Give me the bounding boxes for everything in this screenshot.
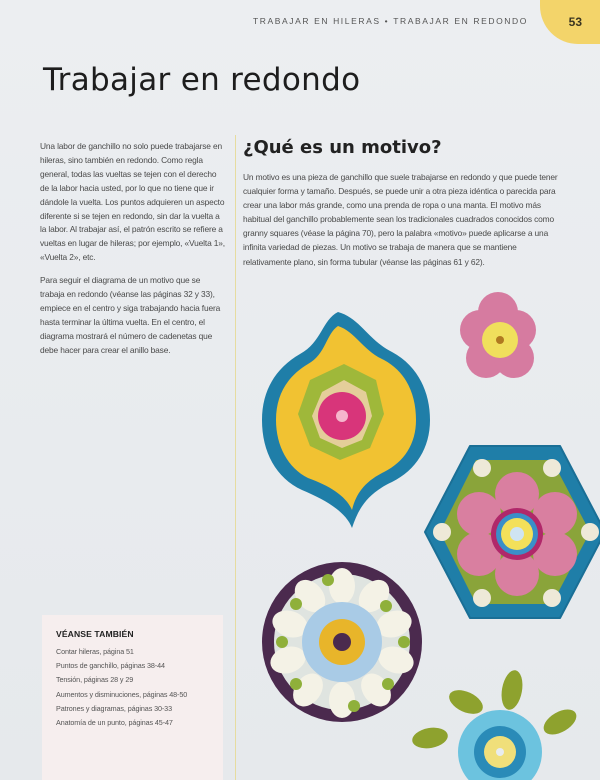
see-also-item: Anatomía de un punto, páginas 45-47 [56, 718, 173, 728]
running-head-right: TRABAJAR EN REDONDO [393, 16, 528, 26]
section-title: ¿Qué es un motivo? [243, 137, 442, 158]
page-number: 53 [568, 15, 582, 29]
see-also-box [42, 615, 223, 780]
hexagon-flower-motif [425, 446, 600, 618]
running-head [253, 16, 528, 26]
see-also-item: Puntos de ganchillo, páginas 38-44 [56, 661, 165, 671]
running-head-left: TRABAJAR EN HILERAS [252, 16, 381, 26]
see-also-heading: VÉANSE TAMBIÉN [56, 629, 134, 639]
see-also-item: Patrones y diagramas, páginas 30-33 [56, 703, 172, 713]
intro-paragraph-2: Para seguir el diagrama de un motivo que se trabaja en redondo (véanse las páginas 32 y 33), empiece en el centro y siga trabajando hacia fuera hasta terminar la última vuelta. En el centro, el diagrama mostrará el número de cadenetas que debe hacer para crear el anillo base. [40, 275, 221, 355]
intro-paragraph-1: Una labor de ganchillo no solo puede trabajarse en hileras, sino también en redondo. Como regla general, todas las vueltas se tejen con el derecho de la labor hacia usted, por lo que no tiene que ir dándole la vuelta. Los puntos adquieren un aspecto diferente si se tejen en redondo, sin dar la vuelta a la labor. Al trabajar así, el patrón escrito se refiere a vueltas en lugar de hileras; por ejemplo, «Vuelta 1», «Vuelta 2», etc. [40, 141, 225, 263]
left-column [40, 140, 226, 367]
round-daisy-motif [262, 562, 422, 722]
running-head-separator: • [384, 16, 390, 26]
see-also-item: Contar hileras, página 51 [56, 647, 134, 656]
see-also-list [56, 645, 209, 730]
pink-flower-motif [460, 292, 536, 378]
blue-flower-motif [411, 669, 581, 780]
section-body: Un motivo es una pieza de ganchillo que suele trabajarse en redondo y que puede tener cualquier forma y tamaño. Después, se puede unir a otra pieza idéntica o parecida para crear una labor más grande, como una prenda de ropa o una manta. El motivo más habitual del ganchillo probablemente sean los tradicionales cuadrados conocidos como granny squares (véase la página 70), pero la palabra «motivo» puede aplicarse a una infinita variedad de piezas. Un motivo se trabaja de manera que se mantiene relativamente plano, sin forma tubular (véanse las páginas 61 y 62). [243, 172, 558, 267]
crochet-motifs-photo [236, 290, 600, 780]
see-also-item: Tensión, páginas 28 y 29 [56, 675, 134, 685]
see-also-item: Aumentos y disminuciones, páginas 48-50 [56, 689, 188, 699]
ornament-motif [262, 312, 430, 528]
page-title: Trabajar en redondo [43, 62, 361, 98]
